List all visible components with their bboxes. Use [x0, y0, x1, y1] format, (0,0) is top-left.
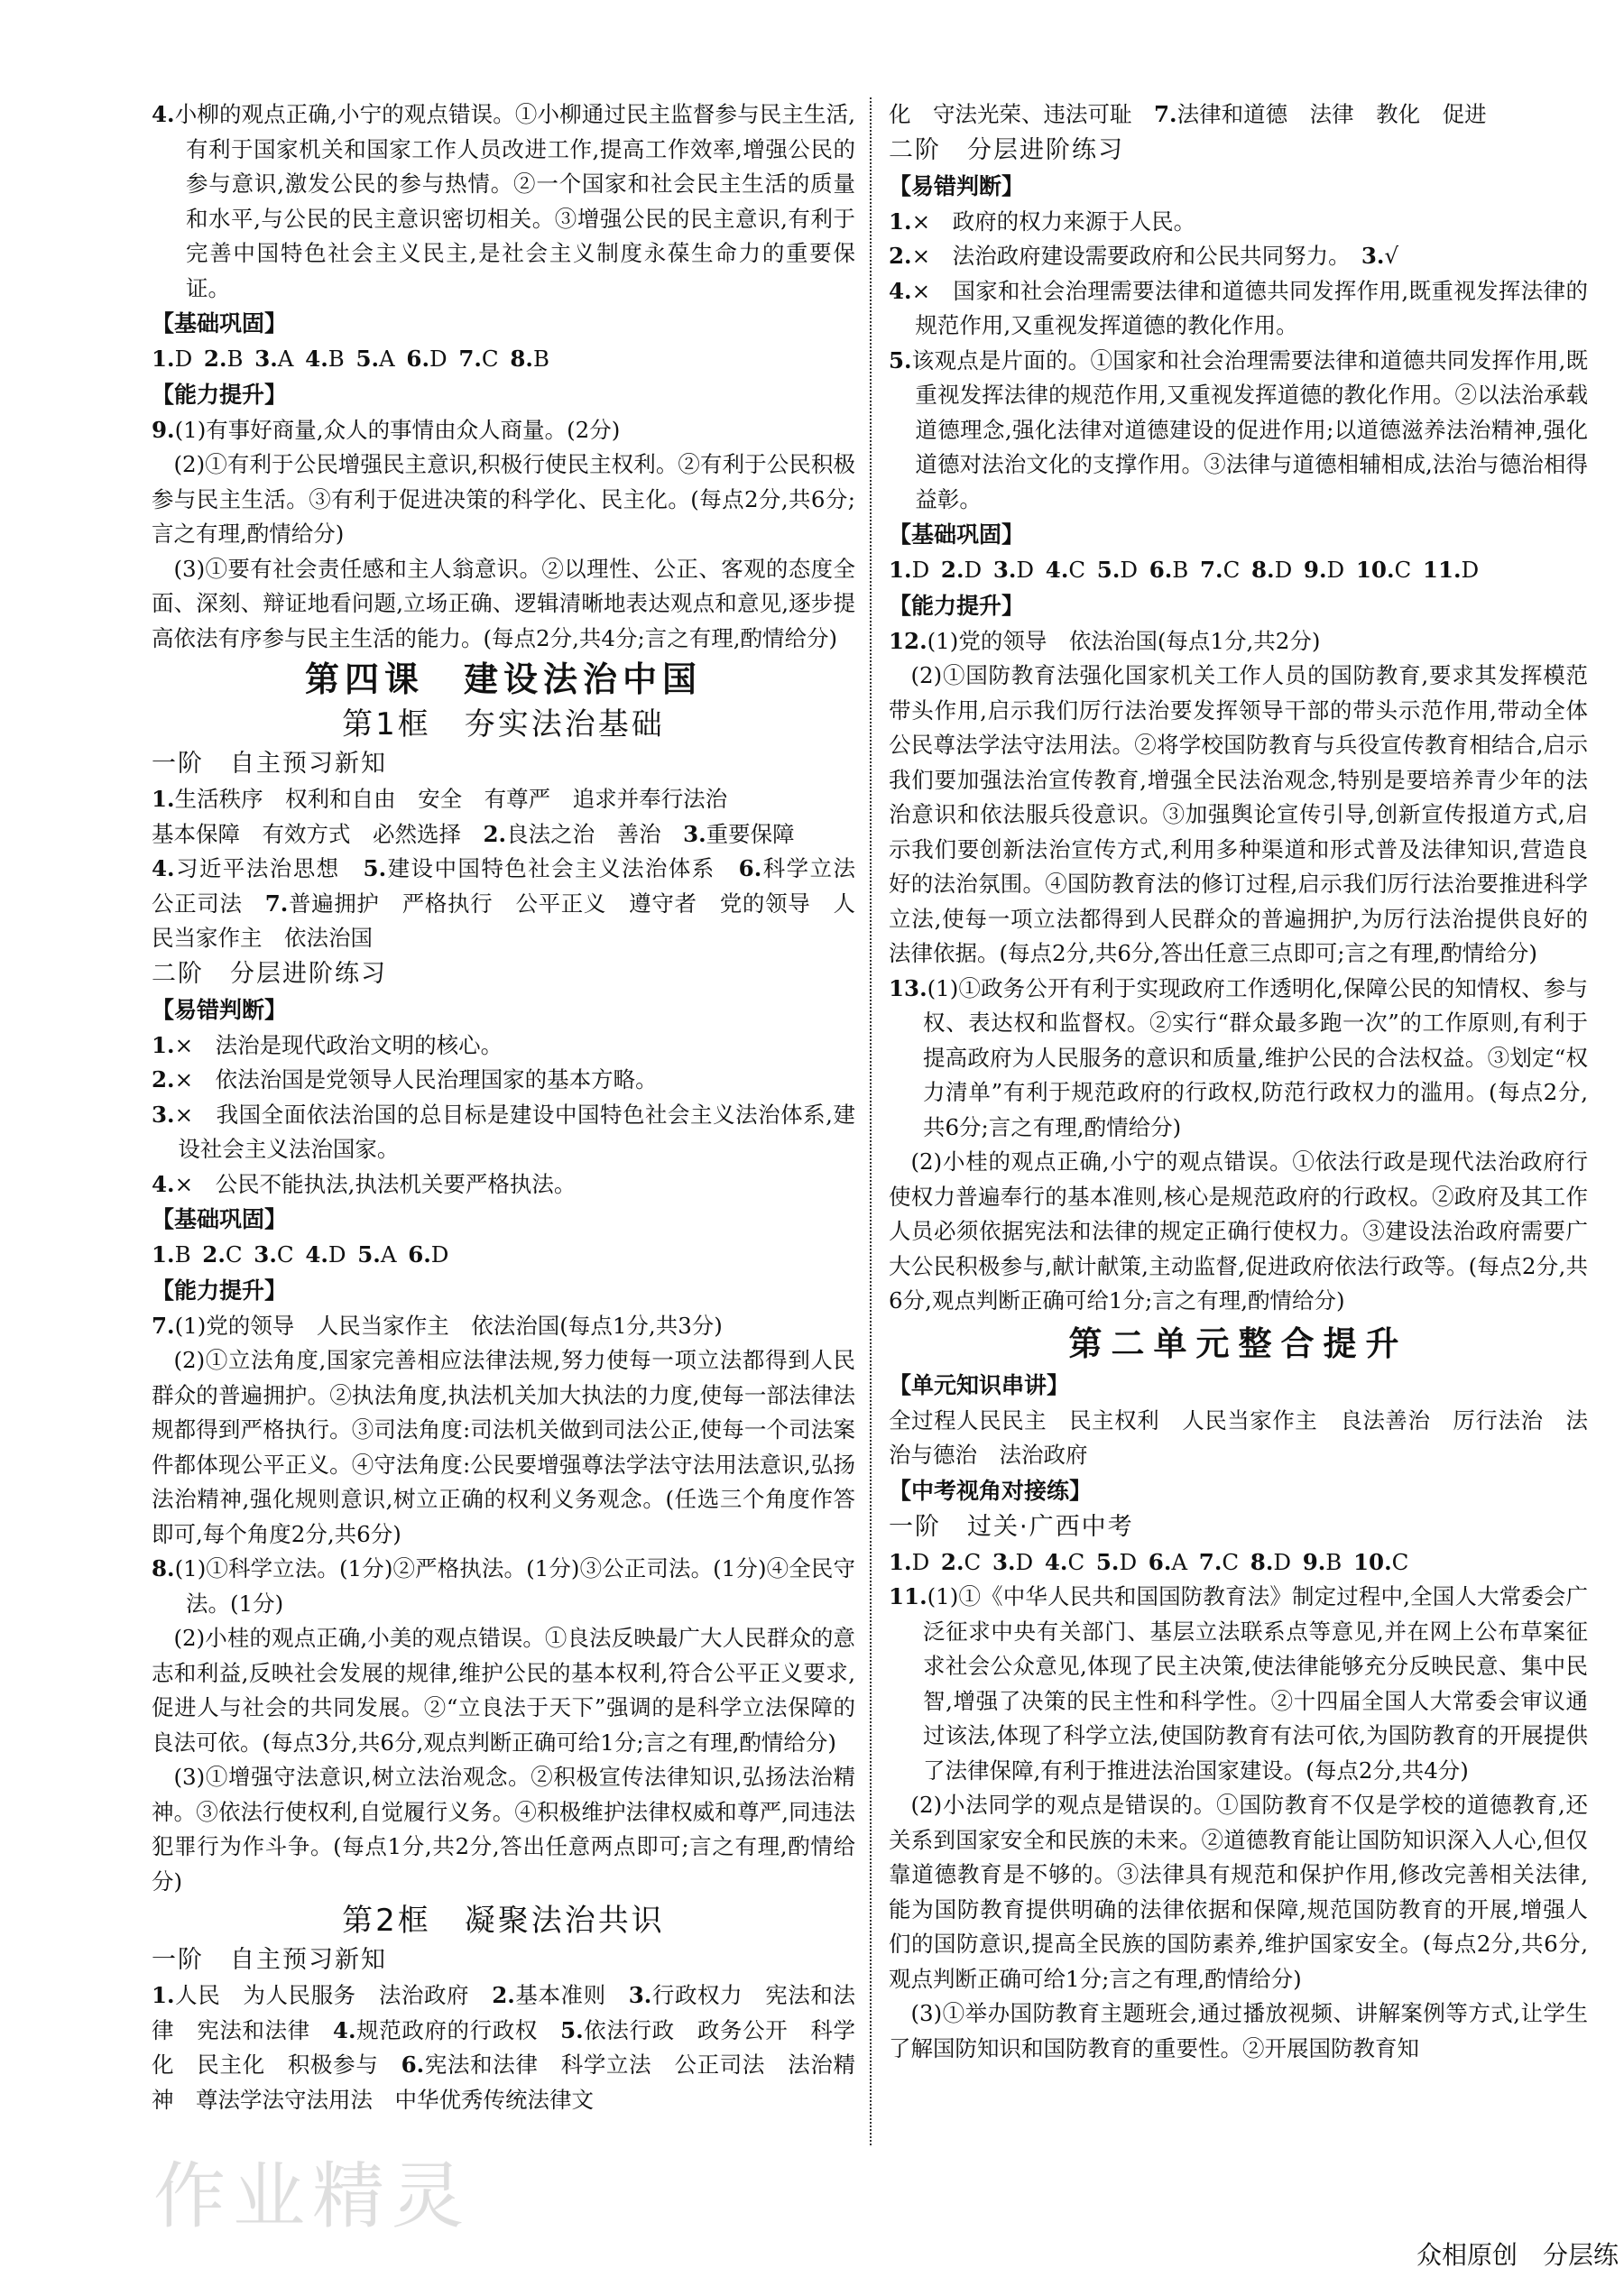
preview-answers-a: 1.生活秩序 权利和自由 安全 有尊严 追求并奉行法治: [152, 786, 728, 812]
answer-q12-2: (2)①国防教育法强化国家机关工作人员的国防教育,要求其发挥模范带头作用,启示我们厉行法治要发挥领导干部的带头示范作用,带动全体公民尊法学法守法用法。②将学校国防教育与兵役宣传教育相结合,启示我们要加强法治宣传教育,增强全民法治观念,特别是要培养青少年的法治意识和依法服兵役意识。③加强舆论宣传引导,创新宣传报道方式,启示我们要创新法治宣传方式,利用多种渠道和形式普及法律知识,营造良好的法治氛围。④国防教育法的修订过程,启示我们厉行法治要推进科学立法,使每一项立法都得到人民群众的普遍拥护,为厉行法治提供良好的法律依据。(每点2分,共6分,答出任意三点即可;言之有理,酌情给分): [889, 662, 1588, 966]
section-tag-knowledge: 【单元知识串讲】: [889, 1371, 1070, 1398]
judge-4: 4.× 公民不能执法,执法机关要严格执法。: [152, 1170, 577, 1197]
frame-1-title: 第1框 夯实法治基础: [342, 706, 665, 742]
basic-answers: 1.D 2.B 3.A 4.B 5.A 6.D 7.C 8.B: [152, 346, 549, 372]
answer-q12-1: 12.(1)党的领导 依法治国(每点1分,共2分): [889, 627, 1321, 654]
preview-answers-c: 4.习近平法治思想 5.建设中国特色社会主义法治体系 6.科学立法 公正司法 7.普遍拥护 严格执行 公平正义 遵守者 党的领导 人民当家作主 依法治国: [152, 855, 878, 951]
answer-q8-1: 8.(1)①科学立法。(1分)②严格执法。(1分)③公正司法。(1分)④全民守法。(1分): [152, 1555, 855, 1617]
answer-q7-1: 7.(1)党的领导 人民当家作主 依法治国(每点1分,共3分): [152, 1312, 723, 1339]
answer-q11-3: (3)①举办国防教育主题班会,通过播放视频、讲解案例等方式,让学生了解国防知识和国防教育的重要性。②开展国防教育知: [889, 2000, 1588, 2061]
stage-heading-1: 一阶 自主预习新知: [152, 750, 387, 778]
preview-answers-b: 基本保障 有效方式 必然选择 2.良法之治 善治 3.重要保障: [152, 820, 795, 847]
answer-q11-1: 11.(1)①《中华人民共和国国防教育法》制定过程中,全国人大常委会广泛征求中央有关部门、基层立法联系点等意见,并在网上公布草案征求社会公众意见,体现了民主决策,使法律能够充分反映民意、集中民智,增强了决策的民主性和科学性。②十四届全国人大常委会审议通过该法,体现了科学立法,使国防教育有法可依,为国防教育的开展提供了法律保障,有利于推进法治国家建设。(每点2分,共4分): [889, 1583, 1588, 1784]
left-column: [152, 97, 878, 2117]
watermark: 作业精灵: [153, 2154, 471, 2238]
preview-answers-2: 1.人民 为人民服务 法治政府 2.基本准则 3.行政权力 宪法和法律 宪法和法律 4.规范政府的行政权 5.依法行政 政务公开 科学化 民主化 积极参与 6.宪法和法律 科学立法 公正司法 法治精神 尊法学法守法用法 中华优秀传统法律文: [152, 1982, 856, 2113]
lesson-title: 第四课 建设法治中国: [304, 659, 702, 699]
section-tag-ability-r: 【能力提升】: [889, 592, 1025, 619]
answer-q11-2: (2)小法同学的观点是错误的。①国防教育不仅是学校的道德教育,还关系到国家安全和民族的未来。②道德教育能让国防知识深入人心,但仅靠道德教育是不够的。③法律具有规范和保护作用,修改完善相关法律,能为国防教育提供明确的法律依据和保障,规范国防教育的开展,增强人们的国防意识,提高全民族的国防素养,维护国家安全。(每点2分,共6分,观点判断正确可给1分;言之有理,酌情给分): [889, 1792, 1588, 1992]
answer-q7-2: (2)①立法角度,国家完善相应法律法规,努力使每一项立法都得到人民群众的普遍拥护。②执法角度,执法机关加大执法的力度,使每一部法律法规都得到严格执行。③司法角度:司法机关做到司法公正,使每一个司法案件都体现公平正义。④守法角度:公民要增强尊法学法守法用法意识,弘扬法治精神,强化规则意识,树立正确的权利义务观念。(任选三个角度作答即可,每个角度2分,共6分): [152, 1347, 855, 1547]
judge-1: 1.× 法治是现代政治文明的核心。: [152, 1031, 503, 1058]
answer-q9-1: 9.(1)有事好商量,众人的事情由众人商量。(2分): [152, 416, 621, 443]
answer-q4: 4.小柳的观点正确,小宁的观点错误。①小柳通过民主监督参与民主生活,有利于国家机关和国家工作人员改进工作,提高工作效率,增强公民的参与意识,激发公民的参与热情。②一个国家和社会民主生活的质量和水平,与公民的民主意识密切相关。③增强公民的民主意识,有利于完善中国特色社会主义民主,是社会主义制度永葆生命力的重要保证。: [152, 101, 855, 301]
answer-q8-2: (2)小桂的观点正确,小美的观点错误。①良法反映最广大人民群众的意志和利益,反映社会发展的规律,维护公民的基本权利,符合公平正义要求,促进人与社会的共同发展。②“立良法于天下”强调的是科学立法保障的良法可依。(每点3分,共6分,观点判断正确可给1分;言之有理,酌情给分): [152, 1625, 855, 1756]
footer-brand: 众相原创 分层练: [1416, 2240, 1619, 2270]
judge-r2: 2.× 法治政府建设需要政府和公民共同努力。 3.√: [889, 243, 1399, 269]
answer-q9-2: (2)①有利于公民增强民主意识,积极行使民主权利。②有利于公民积极参与民主生活。③有利于促进决策的科学化、民主化。(每点2分,共6分;言之有理,酌情给分): [152, 451, 855, 547]
section-tag-basic: 【基础巩固】: [152, 310, 288, 337]
judge-r4: 4.× 国家和社会治理需要法律和道德共同发挥作用,既重视发挥法律的规范作用,又重视发挥道德的教化作用。: [889, 277, 1588, 338]
judge-r5: 5.该观点是片面的。①国家和社会治理需要法律和道德共同发挥作用,既重视发挥法律的规范作用,又重视发挥道德的教化作用。②以法治承载道德理念,强化法律对道德建设的促进作用;以道德滋养法治精神,强化道德对法治文化的支撑作用。③法律与道德相辅相成,法治与德治相得益彰。: [889, 346, 1588, 512]
section-tag-ability: 【能力提升】: [152, 381, 288, 408]
column-divider: [870, 97, 872, 2145]
answer-q13-2: (2)小桂的观点正确,小宁的观点错误。①依法行政是现代法治政府行使权力普遍奉行的基本准则,核心是规范政府的行政权。②政府及其工作人员必须依据宪法和法律的规定正确行使权力。③建设法治政府需要广大公民积极参与,献计献策,主动监督,促进政府依法行政等。(每点2分,共6分,观点判断正确可给1分;言之有理,酌情给分): [889, 1148, 1588, 1314]
section-tag-judge-r: 【易错判断】: [889, 172, 1025, 199]
knowledge-summary: 全过程人民民主 民主权利 人民当家作主 良法善治 厉行法治 法治与德治 法治政府: [889, 1406, 1588, 1468]
unit-title: 第二单元整合提升: [1068, 1323, 1408, 1363]
page-footer: [1416, 2224, 1624, 2287]
stage-heading-r2: 一阶 过关·广西中考: [889, 1512, 1134, 1541]
frame-2-title: 第2框 凝聚法治共识: [342, 1903, 665, 1939]
basic-answers-r: 1.D 2.D 3.D 4.C 5.D 6.B 7.C 8.D 9.D 10.C 11.D: [889, 557, 1480, 583]
judge-r1: 1.× 政府的权力来源于人民。: [889, 207, 1196, 235]
right-column: [889, 97, 1588, 2066]
judge-3: 3.× 我国全面依法治国的总目标是建设中国特色社会主义法治体系,建设社会主义法治国家。: [152, 1101, 855, 1162]
answer-q8-3: (3)①增强守法意识,树立法治观念。②积极宣传法律知识,弘扬法治精神。③依法行使权利,自觉履行义务。④积极维护法律权威和尊严,同违法犯罪行为作斗争。(每点1分,共2分,答出任意两点即可;言之有理,酌情给分): [152, 1764, 855, 1895]
section-tag-basic-2: 【基础巩固】: [152, 1206, 288, 1232]
section-tag-judge: 【易错判断】: [152, 996, 288, 1023]
stage-heading-r1: 二阶 分层进阶练习: [889, 135, 1124, 164]
judge-2: 2.× 依法治国是党领导人民治理国家的基本方略。: [152, 1066, 658, 1093]
basic-answers-2: 1.B 2.C 3.C 4.D 5.A 6.D: [152, 1241, 449, 1268]
section-tag-basic-r: 【基础巩固】: [889, 521, 1025, 548]
continued-answers: 化 守法光荣、违法可耻 7.法律和道德 法律 教化 促进: [889, 101, 1487, 127]
answer-q9-3: (3)①要有社会责任感和主人翁意识。②以理性、公正、客观的态度全面、深刻、辩证地看问题,立场正确、逻辑清晰地表达观点和意见,逐步提高依法有序参与民主生活的能力。(每点2分,共4分;言之有理,酌情给分): [152, 555, 855, 651]
stage-heading-3: 一阶 自主预习新知: [152, 1946, 387, 1974]
stage-heading-2: 二阶 分层进阶练习: [152, 959, 387, 988]
exam-answers: 1.D 2.C 3.D 4.C 5.D 6.A 7.C 8.D 9.B 10.C: [889, 1548, 1409, 1575]
section-tag-exam: 【中考视角对接练】: [889, 1477, 1093, 1504]
section-tag-ability-2: 【能力提升】: [152, 1277, 288, 1304]
answer-q13-1: 13.(1)①政务公开有利于实现政府工作透明化,保障公民的知情权、参与权、表达权和监督权。②实行“群众最多跑一次”的工作原则,有利于提高政府为人民服务的意识和质量,维护公民的合法权益。③划定“权力清单”有利于规范政府的行政权,防范行政权力的滥用。(每点2分,共6分;言之有理,酌情给分): [889, 974, 1588, 1140]
